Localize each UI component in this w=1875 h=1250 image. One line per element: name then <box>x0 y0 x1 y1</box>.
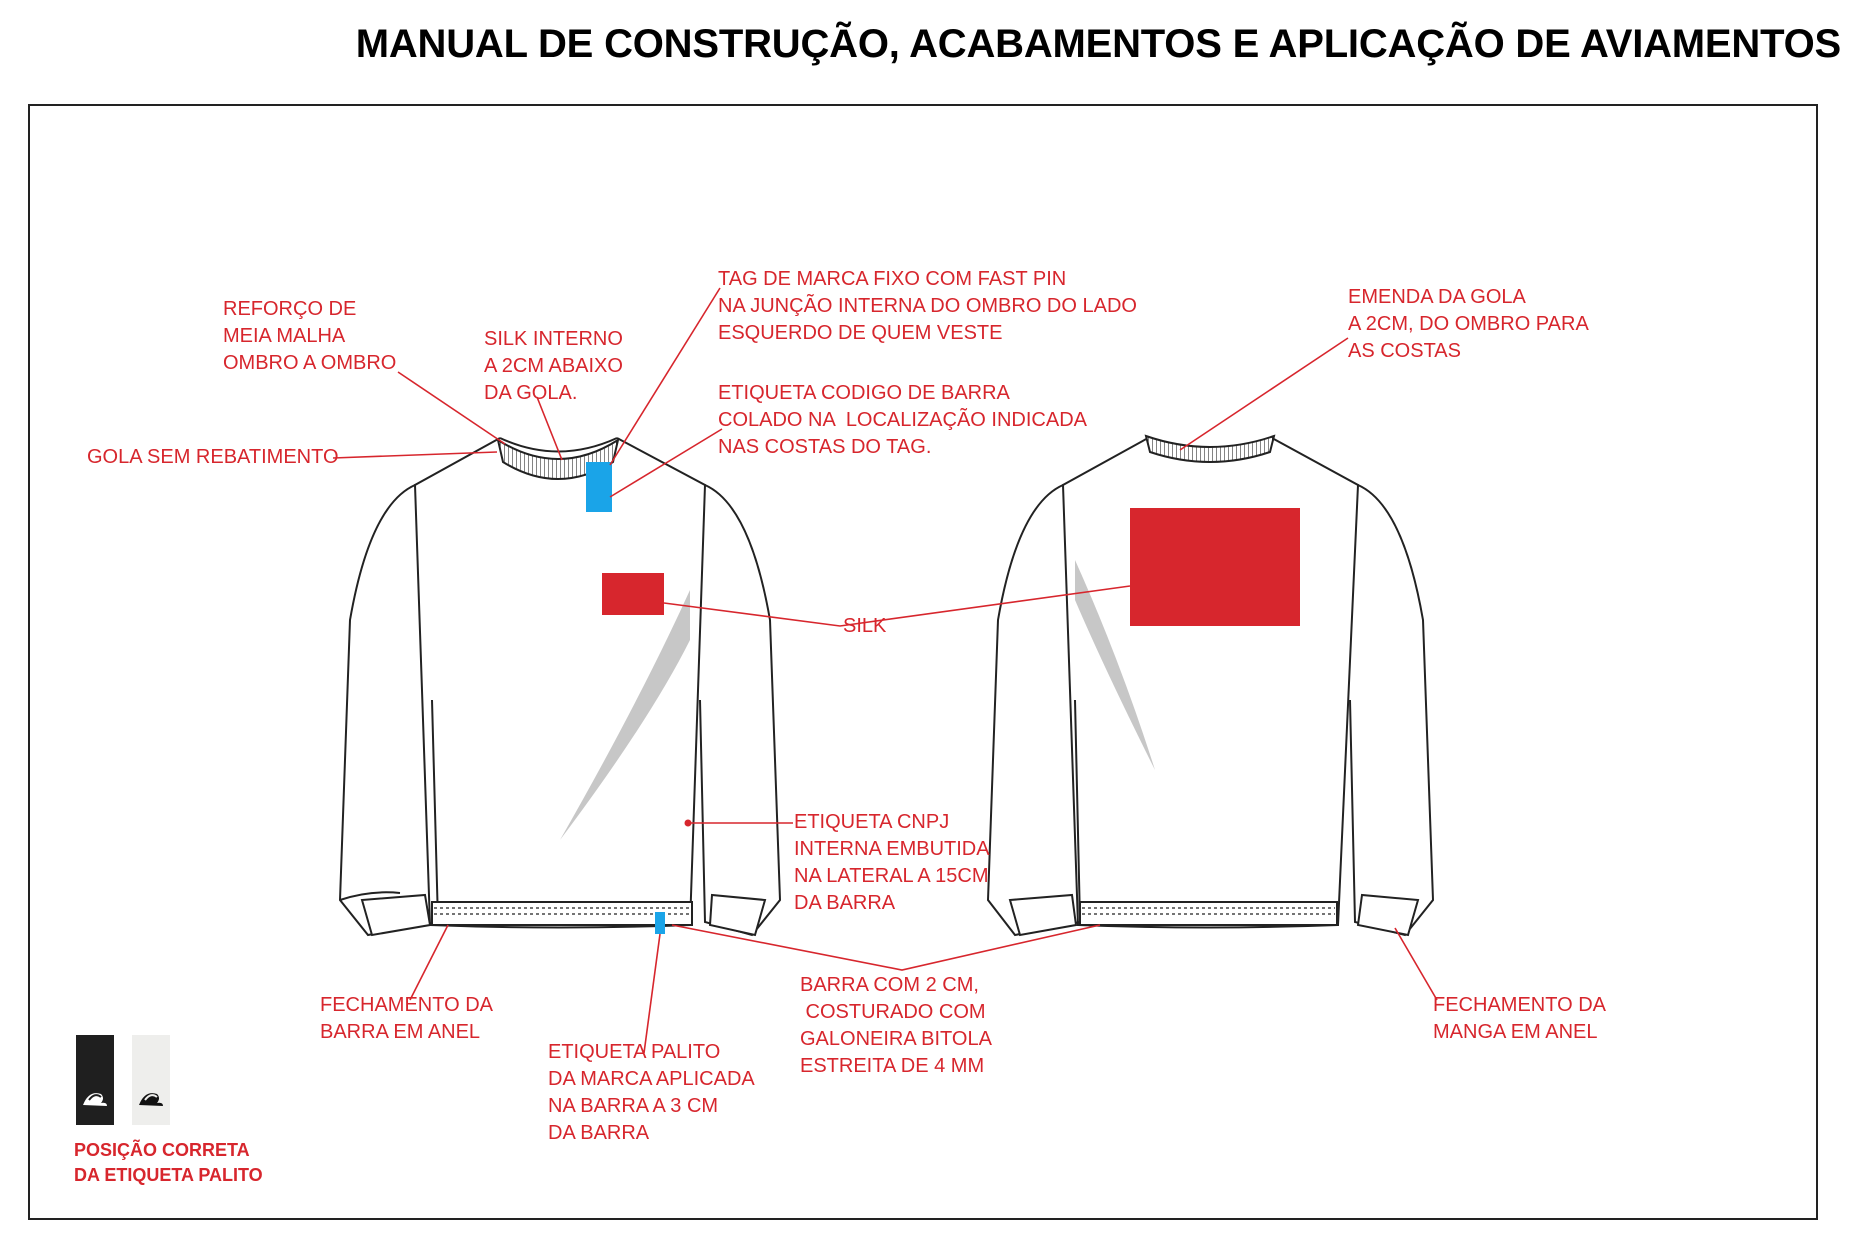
annotation-gola: GOLA SEM REBATIMENTO <box>87 446 339 468</box>
back-right-cuff <box>1358 895 1418 935</box>
front-shirt <box>340 438 780 935</box>
palito-swatch-dark <box>76 1035 114 1125</box>
annotation-etiqueta-palito: ETIQUETA PALITO DA MARCA APLICADA NA BARRA A 3 CM DA BARRA <box>548 1041 755 1144</box>
collar-tag <box>586 462 612 512</box>
front-right-cuff <box>710 895 765 935</box>
annotation-etiqueta-codigo: ETIQUETA CODIGO DE BARRA COLADO NA LOCALIZAÇÃO INDICADA NAS COSTAS DO TAG. <box>718 382 1087 458</box>
back-right-sleeve <box>1350 485 1433 935</box>
annotation-fechamento-manga: FECHAMENTO DA MANGA EM ANEL <box>1433 994 1606 1043</box>
front-shade <box>560 590 690 840</box>
annotation-silk: SILK <box>843 615 887 637</box>
annotation-emenda: EMENDA DA GOLA A 2CM, DO OMBRO PARA AS COSTAS <box>1348 286 1589 362</box>
annotation-fechamento-barra: FECHAMENTO DA BARRA EM ANEL <box>320 994 493 1043</box>
page-title: MANUAL DE CONSTRUÇÃO, ACABAMENTOS E APLICAÇÃO DE AVIAMENTOS <box>355 22 1841 66</box>
annotation-etiqueta-cnpj: ETIQUETA CNPJ INTERNA EMBUTIDA NA LATERAL A 15CM DA BARRA <box>794 811 990 914</box>
annotation-barra: BARRA COM 2 CM, COSTURADO COM GALONEIRA BITOLA ESTREITA DE 4 MM <box>800 974 992 1077</box>
hem-palito-tag <box>655 912 665 934</box>
annotation-reforco: REFORÇO DE MEIA MALHA OMBRO A OMBRO <box>223 298 397 374</box>
front-left-cuff <box>362 895 430 935</box>
front-silk-block <box>602 573 664 615</box>
annotation-tag-marca: TAG DE MARCA FIXO COM FAST PIN NA JUNÇÃO INTERNA DO OMBRO DO LADO ESQUERDO DE QUEM VESTE <box>718 268 1137 344</box>
annotation-silk-interno: SILK INTERNO A 2CM ABAIXO DA GOLA. <box>484 328 623 404</box>
back-silk-block <box>1130 508 1300 626</box>
palito-swatch-light <box>132 1035 170 1125</box>
front-right-sleeve <box>700 485 780 935</box>
back-left-cuff <box>1010 895 1076 935</box>
back-collar <box>1146 436 1274 462</box>
annotation-posicao-palito: POSIÇÃO CORRETA DA ETIQUETA PALITO <box>74 1140 263 1185</box>
